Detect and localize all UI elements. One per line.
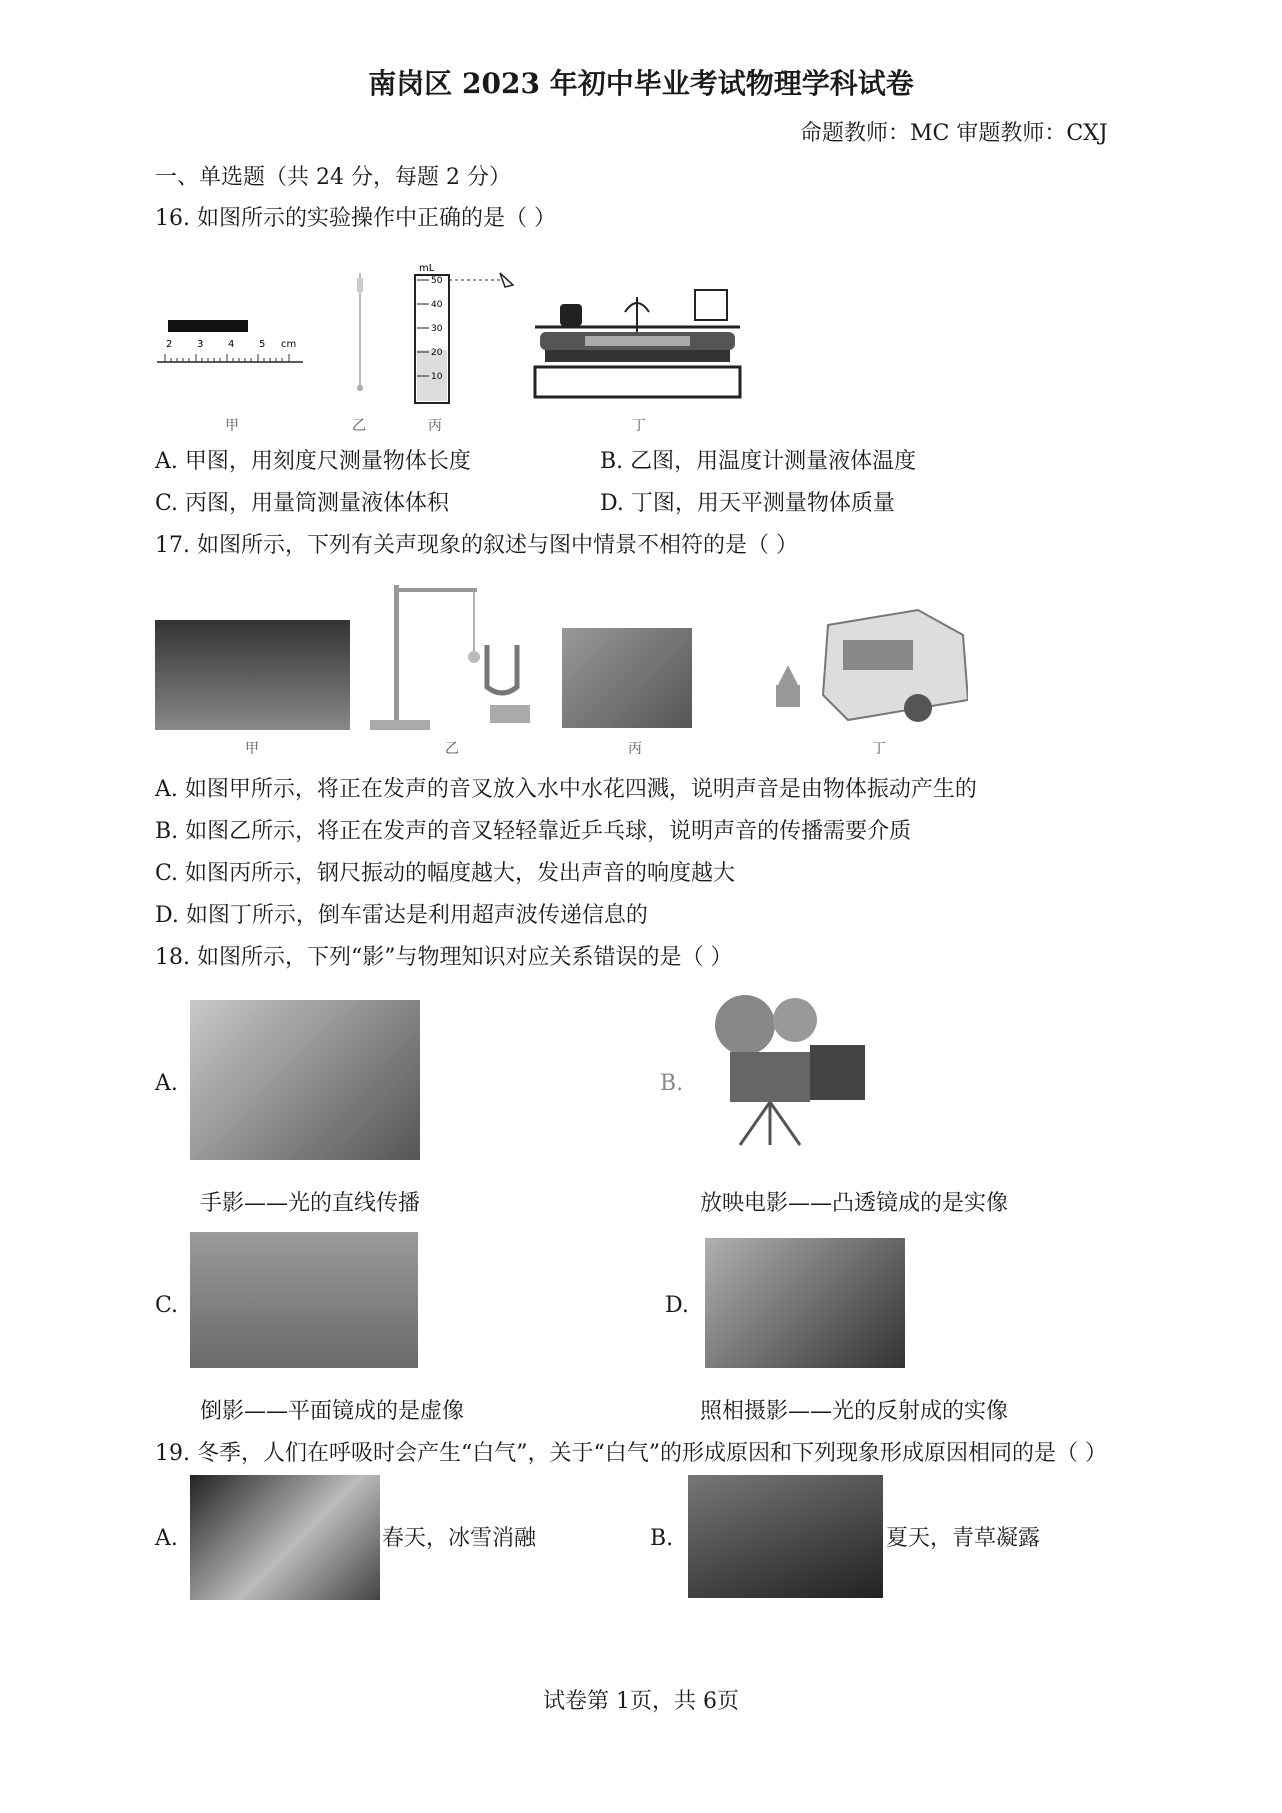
measuring-cylinder-figure <box>405 255 520 405</box>
ruler-tick-label: 2 <box>166 339 173 350</box>
q19-option-a-letter: A. <box>155 1526 178 1551</box>
bird-reflection-photo <box>190 1232 418 1368</box>
steel-ruler-photo <box>562 628 692 728</box>
reversing-radar-figure <box>768 605 968 730</box>
q17-option-a: A. 如图甲所示，将正在发声的音叉放入水中水花四溅，说明声音是由物体振动产生的 <box>155 777 977 802</box>
q18-option-b-caption: 放映电影——凸透镜成的是实像 <box>700 1191 1009 1216</box>
photographer-photo <box>705 1238 905 1368</box>
cylinder-tick-label: 10 <box>431 372 443 382</box>
q18-option-d-caption: 照相摄影——光的反射成的实像 <box>700 1399 1009 1424</box>
balance-figure <box>525 272 750 402</box>
section-heading: 一、单选题（共 24 分，每题 2 分） <box>155 165 511 190</box>
cylinder-tick-label: 40 <box>431 300 443 310</box>
question-18-stem: 18. 如图所示，下列“影”与物理知识对应关系错误的是（ ） <box>155 945 733 970</box>
question-16-stem: 16. 如图所示的实验操作中正确的是（ ） <box>155 206 556 231</box>
pingpong-fork-figure <box>362 575 532 735</box>
q18-option-a-caption: 手影——光的直线传播 <box>200 1191 421 1216</box>
fig-label-jia: 甲 <box>225 418 239 434</box>
page-title: 南岗区 2023 年初中毕业考试物理学科试卷 <box>368 67 914 100</box>
melting-ice-photo <box>190 1475 380 1600</box>
ruler-unit: cm <box>281 339 297 350</box>
q16-option-c: C. 丙图，用量筒测量液体体积 <box>155 491 450 516</box>
page-footer: 试卷第 1页，共 6页 <box>543 1689 739 1714</box>
fig-label-yi: 乙 <box>352 418 366 434</box>
weight-block <box>560 304 582 326</box>
q18-option-c-letter: C. <box>155 1293 179 1318</box>
object-box <box>695 290 727 320</box>
q17-option-c: C. 如图丙所示，钢尺振动的幅度越大，发出声音的响度越大 <box>155 861 736 886</box>
hand-shadow-photo <box>190 1000 420 1160</box>
fig-label-jia: 甲 <box>245 741 259 757</box>
q17-option-b: B. 如图乙所示，将正在发声的音叉轻轻靠近乒乓球，说明声音的传播需要介质 <box>155 819 912 844</box>
ruler-figure <box>155 310 305 370</box>
cylinder-unit: mL <box>419 263 435 274</box>
cylinder-tick-label: 30 <box>431 324 443 334</box>
thermometer-figure <box>345 268 375 398</box>
fig-label-yi: 乙 <box>445 741 459 757</box>
ruler-tick-label: 4 <box>228 339 235 350</box>
q16-option-a: A. 甲图，用刻度尺测量物体长度 <box>155 449 471 474</box>
dew-drops-photo <box>688 1475 883 1598</box>
q19-option-b-letter: B. <box>650 1526 674 1551</box>
cylinder-tick-label: 50 <box>431 276 443 286</box>
q18-option-b-letter: B. <box>660 1071 684 1096</box>
q19-option-a-caption: 春天，冰雪消融 <box>382 1526 537 1551</box>
ruler-tick-label: 3 <box>197 339 204 350</box>
eye-icon <box>500 273 513 287</box>
question-17-stem: 17. 如图所示，下列有关声现象的叙述与图中情景不相符的是（ ） <box>155 533 798 558</box>
ruler-ticks <box>165 354 289 362</box>
cylinder-tick-label: 20 <box>431 348 443 358</box>
ruler-tick-label: 5 <box>259 339 266 350</box>
q16-option-d: D. 丁图，用天平测量物体质量 <box>600 491 895 516</box>
tuning-fork <box>487 645 517 693</box>
traffic-cone-icon <box>778 665 798 685</box>
q17-option-d: D. 如图丁所示，倒车雷达是利用超声波传递信息的 <box>155 903 648 928</box>
q18-option-d-letter: D. <box>665 1293 689 1318</box>
fig-label-bing: 丙 <box>428 418 442 434</box>
fig-label-bing: 丙 <box>628 741 642 757</box>
movie-projector-figure <box>700 990 880 1150</box>
fig-label-ding: 丁 <box>632 418 646 434</box>
measured-block <box>168 320 248 332</box>
q19-option-b-caption: 夏天，青草凝露 <box>886 1526 1041 1551</box>
question-19-stem: 19. 冬季，人们在呼吸时会产生“白气”，关于“白气”的形成原因和下列现象形成原因相同的是（ ） <box>155 1441 1107 1466</box>
q18-option-c-caption: 倒影——平面镜成的是虚像 <box>200 1399 465 1424</box>
q16-option-b: B. 乙图，用温度计测量液体温度 <box>600 449 917 474</box>
author-line: 命题教师：MC 审题教师：CXJ <box>800 121 1108 146</box>
fig-label-ding: 丁 <box>872 741 886 757</box>
q18-option-a-letter: A. <box>155 1071 178 1096</box>
splash-photo <box>155 620 350 730</box>
